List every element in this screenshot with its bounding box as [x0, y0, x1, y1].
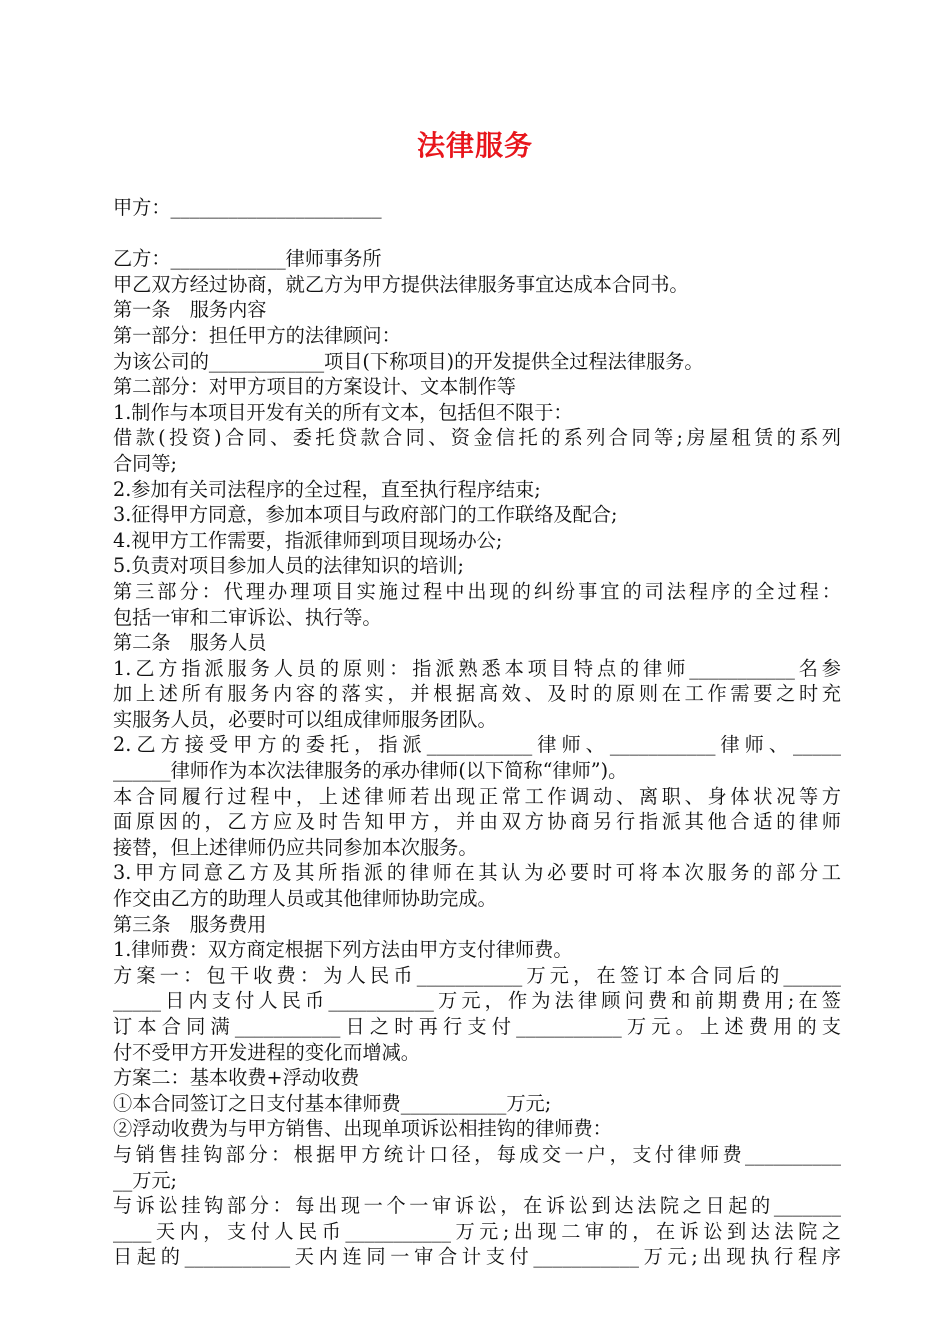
blank-line — [113, 221, 841, 247]
document-body — [113, 195, 841, 1270]
list-item-3: 3.征得甲方同意，参加本项目与政府部门的工作联络及配合; — [113, 503, 618, 527]
plan-2-item-2: ②浮动收费为与甲方销售、出现单项诉讼相挂钩的律师费： — [113, 1117, 612, 1141]
section-2-heading: 第二部分：对甲方项目的方案设计、文本制作等 — [113, 375, 516, 399]
litigation-linked-fee: 与诉讼挂钩部分：每出现一个一审诉讼，在诉讼到达法院之日起的_______ — [113, 1194, 841, 1218]
staff-clause-2-cont: ______律师作为本次法律服务的承办律师(以下简称“律师”)。 — [113, 759, 628, 783]
staff-clause-1-end: 实服务人员，必要时可以组成律师服务团队。 — [113, 707, 497, 731]
litigation-linked-fee-cont-2: 日起的___________天内连同一审合计支付___________万元;出现执行程序 — [113, 1245, 841, 1269]
plan-1-cont-2: 订本合同满___________日之时再行支付___________万元。上述费用的支 — [113, 1015, 841, 1038]
staff-clause-2: 2.乙方接受甲方的委托，指派___________律师、___________律师、_____ — [113, 733, 841, 757]
article-2-heading: 第二条 服务人员 — [113, 631, 267, 655]
list-item-1-detail-cont: 合同等; — [113, 451, 178, 475]
list-item-5: 5.负责对项目参加人员的法律知识的培训; — [113, 554, 464, 578]
list-item-1-detail: 借款(投资)合同、委托贷款合同、资金信托的系列合同等;房屋租赁的系列 — [113, 426, 841, 450]
plan-1-cont: _____日内支付人民币___________万元，作为法律顾问费和前期费用;在签 — [113, 989, 841, 1013]
plan-2-item-1: ①本合同签订之日支付基本律师费___________万元; — [113, 1091, 552, 1115]
sales-linked-fee-cont: __万元; — [113, 1168, 178, 1192]
plan-2-heading: 方案二：基本收费+浮动收费 — [113, 1066, 360, 1090]
staff-clause-3-cont: 作交由乙方的助理人员或其他律师协助完成。 — [113, 887, 497, 911]
staff-clause-2-note-end: 接替，但上述律师仍应共同参加本次服务。 — [113, 835, 478, 859]
sales-linked-fee: 与销售挂钩部分：根据甲方统计口径，每成交一户，支付律师费__________ — [113, 1142, 841, 1166]
fee-clause-1: 1.律师费：双方商定根据下列方法由甲方支付律师费。 — [113, 938, 573, 962]
list-item-1: 1.制作与本项目开发有关的所有文本，包括但不限于： — [113, 400, 573, 424]
staff-clause-2-note-cont: 面原因的，乙方应及时告知甲方，并由双方协商另行指派其他合适的律师 — [113, 810, 841, 834]
list-item-2: 2.参加有关司法程序的全过程，直至执行程序结束; — [113, 477, 541, 501]
staff-clause-1: 1.乙方指派服务人员的原则：指派熟悉本项目特点的律师___________名参 — [113, 656, 841, 680]
section-1-text: 为该公司的____________项目(下称项目)的开发提供全过程法律服务。 — [113, 349, 704, 373]
staff-clause-2-note: 本合同履行过程中，上述律师若出现正常工作调动、离职、身体状况等方 — [113, 784, 841, 808]
document-title: 法律服务 — [416, 129, 533, 162]
party-a-line: 甲方：______________________ — [113, 196, 382, 219]
section-1-heading: 第一部分：担任甲方的法律顾问： — [113, 323, 401, 347]
plan-1-end: 付不受甲方开发进程的变化而增减。 — [113, 1040, 420, 1064]
section-3-heading: 第三部分：代理办理项目实施过程中出现的纠纷事宜的司法程序的全过程： — [113, 579, 841, 603]
staff-clause-3: 3.甲方同意乙方及其所指派的律师在其认为必要时可将本次服务的部分工 — [113, 861, 841, 885]
staff-clause-1-cont: 加上述所有服务内容的落实，并根据高效、及时的原则在工作需要之时充 — [113, 682, 841, 706]
preamble: 甲乙双方经过协商，就乙方为甲方提供法律服务事宜达成本合同书。 — [113, 272, 689, 296]
litigation-linked-fee-cont: ____天内，支付人民币___________万元;出现二审的，在诉讼到达法院之 — [113, 1219, 841, 1243]
list-item-4: 4.视甲方工作需要，指派律师到项目现场办公; — [113, 528, 503, 552]
article-1-heading: 第一条 服务内容 — [113, 298, 267, 322]
party-b-line: 乙方：____________律师事务所 — [113, 247, 382, 271]
section-3-text: 包括一审和二审诉讼、执行等。 — [113, 605, 382, 629]
article-3-heading: 第三条 服务费用 — [113, 912, 267, 936]
plan-1: 方案一：包干收费：为人民币___________万元，在签订本合同后的______ — [113, 963, 841, 987]
